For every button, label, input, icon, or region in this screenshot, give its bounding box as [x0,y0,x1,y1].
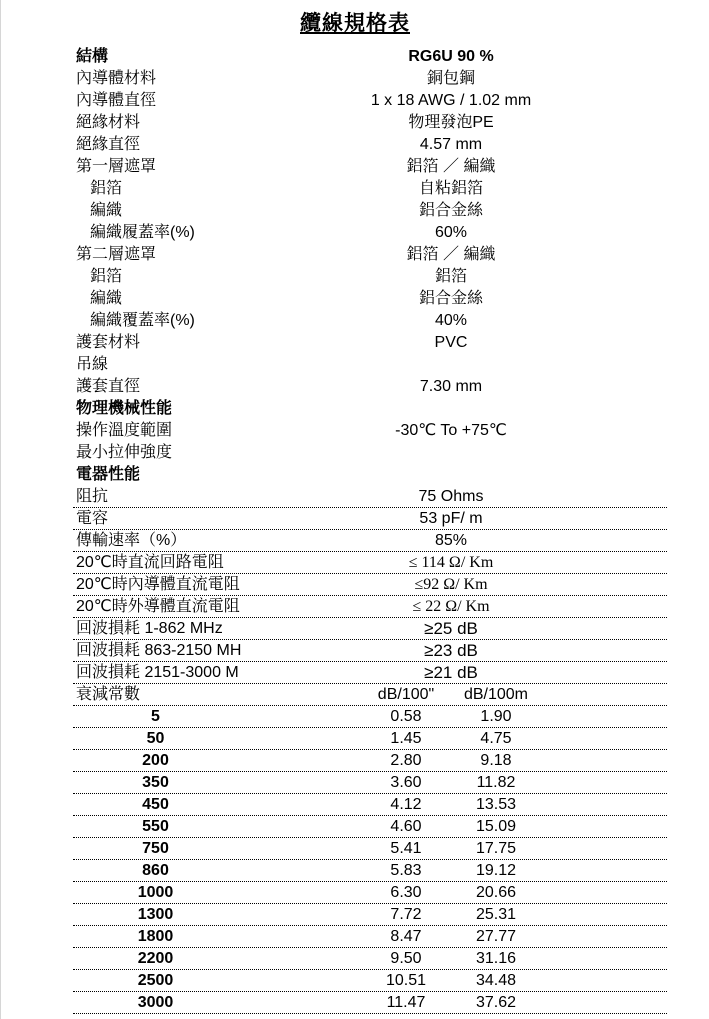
db-100m-cell: 34.48 [475,972,517,989]
spec-value: 鋁合金絲 [418,202,483,219]
spec-value: 4.57 mm [419,136,483,153]
spec-row [73,46,667,68]
spec-label: 回波損耗 863-2150 MH [76,642,242,659]
spec-value: 銅包鋼 [426,70,475,87]
spec-row [73,398,667,420]
spec-value: 鋁箔 ／ 編織 [406,158,496,175]
spec-row [73,420,667,442]
spec-row [73,618,667,640]
db-100ft-cell: 10.51 [385,972,427,989]
db-100ft-cell: 5.83 [390,862,422,879]
spec-value: RG6U 90 % [408,48,494,65]
spec-value: 85% [434,532,468,549]
spec-value: 自粘鋁箔 [418,180,483,197]
db-100m-cell: 1.90 [480,708,512,725]
spec-row [73,134,667,156]
spec-value: -30℃ To +75℃ [395,422,507,439]
spec-label: 鋁箔 [90,180,123,197]
attenuation-row [73,706,667,728]
spec-label: 回波損耗 1-862 MHz [76,620,223,637]
frequency-cell: 50 [146,730,165,747]
attenuation-row [73,882,667,904]
spec-label: 絕緣材料 [76,114,141,131]
spec-label: 編織覆蓋率(%) [90,312,195,329]
spec-row [73,508,667,530]
spec-value: 1 x 18 AWG / 1.02 mm [370,92,532,109]
frequency-cell: 1800 [137,928,174,945]
attenuation-row [73,904,667,926]
db-100ft-cell: 8.47 [390,928,422,945]
spec-row [73,90,667,112]
spec-row [73,662,667,684]
spec-row [73,178,667,200]
spec-label: 編織履蓋率(%) [90,224,195,241]
frequency-cell: 3000 [137,994,174,1011]
db-100ft-cell: 3.60 [390,774,422,791]
db-100ft-cell: 4.60 [390,818,422,835]
db-100ft-cell: 9.50 [390,950,422,967]
spec-value: 鋁箔 ／ 編織 [406,246,496,263]
attenuation-col1-header: dB/100" [377,686,435,703]
spec-value: ≤92 Ω/ Km [414,576,488,593]
db-100ft-cell: 0.58 [390,708,422,725]
spec-label: 最小拉伸強度 [76,444,173,461]
spec-value: 75 Ohms [418,488,484,505]
attenuation-row [73,728,667,750]
spec-label: 第二層遮罩 [76,246,157,263]
frequency-cell: 750 [142,840,169,857]
db-100m-cell: 4.75 [480,730,512,747]
spec-value: ≥21 dB [424,663,478,682]
spec-label: 操作溫度範圍 [76,422,173,439]
spec-label: 內導體直徑 [76,92,157,109]
spec-row [73,354,667,376]
frequency-cell: 550 [142,818,169,835]
spec-label: 結構 [76,48,109,65]
frequency-cell: 2500 [137,972,174,989]
spec-value: 40% [434,312,468,329]
db-100m-cell: 11.82 [476,774,516,791]
spec-value: 7.30 mm [419,378,483,395]
spec-value: ≥23 dB [424,641,478,660]
spec-row [73,266,667,288]
spec-row [73,596,667,618]
spec-label: 護套直徑 [76,378,141,395]
db-100m-cell: 31.16 [475,950,517,967]
spec-row [73,574,667,596]
spec-label: 電器性能 [76,466,141,483]
db-100ft-cell: 5.41 [390,840,422,857]
attenuation-row [73,816,667,838]
spec-row [73,310,667,332]
spec-row [73,376,667,398]
attenuation-row [73,970,667,992]
spec-label: 編織 [90,290,123,307]
attenuation-row [73,750,667,772]
spec-row [73,112,667,134]
attenuation-header-row [73,684,667,706]
attenuation-row-label: 衰減常數 [76,686,141,703]
spec-label: 第一層遮罩 [76,158,157,175]
spec-label: 物理機械性能 [76,400,173,417]
spec-label: 阻抗 [76,488,109,505]
spec-label: 20℃時內導體直流電阻 [76,576,240,593]
spec-label: 絕緣直徑 [76,136,141,153]
spec-label: 吊線 [76,356,109,373]
spec-label: 內導體材料 [76,70,157,87]
spec-row [73,244,667,266]
db-100ft-cell: 6.30 [390,884,422,901]
spec-value: 物理發泡PE [408,114,494,131]
spec-row [73,200,667,222]
frequency-cell: 350 [142,774,169,791]
spec-label: 20℃時直流回路電阻 [76,554,224,571]
spec-label: 電容 [76,510,109,527]
spec-row [73,464,667,486]
db-100m-cell: 20.66 [475,884,517,901]
attenuation-row [73,772,667,794]
spec-row [73,486,667,508]
attenuation-row [73,838,667,860]
spec-value: 鋁箔 [434,268,467,285]
spec-label: 20℃時外導體直流電阻 [76,598,240,615]
spec-value: 鋁合金絲 [418,290,483,307]
spec-value: ≥25 dB [424,619,478,638]
db-100m-cell: 25.31 [475,906,517,923]
spec-label: 編織 [90,202,123,219]
attenuation-row [73,794,667,816]
db-100m-cell: 13.53 [475,796,517,813]
db-100m-cell: 27.77 [475,928,517,945]
db-100m-cell: 19.12 [475,862,517,879]
spec-label: 回波損耗 2151-3000 M [76,664,239,681]
spec-row [73,442,667,464]
page-title: 纜線規格表 [300,12,410,35]
spec-row [73,156,667,178]
spec-row-list [1,46,709,684]
db-100m-cell: 15.09 [475,818,517,835]
attenuation-row [73,926,667,948]
frequency-cell: 1300 [137,906,174,923]
spec-row [73,68,667,90]
db-100ft-cell: 7.72 [390,906,422,923]
spec-row [73,222,667,244]
spec-value: ≤ 22 Ω/ Km [412,598,490,615]
spec-label: 護套材料 [76,334,141,351]
db-100ft-cell: 4.12 [390,796,422,813]
db-100ft-cell: 2.80 [390,752,422,769]
db-100m-cell: 9.18 [480,752,512,769]
spec-label: 傳輸速率（%） [76,532,187,549]
spec-row [73,332,667,354]
spec-row [73,552,667,574]
spec-row [73,288,667,310]
frequency-cell: 2200 [137,950,174,967]
spec-value: PVC [434,334,468,351]
frequency-cell: 200 [142,752,169,769]
spec-value: 53 pF/ m [419,510,483,527]
spec-label: 鋁箔 [90,268,123,285]
attenuation-row [73,992,667,1014]
attenuation-table [1,706,709,1014]
db-100m-cell: 37.62 [475,994,517,1011]
db-100m-cell: 17.75 [475,840,517,857]
frequency-cell: 5 [151,708,160,725]
attenuation-col2-header: dB/100m [463,686,529,703]
spec-value: ≤ 114 Ω/ Km [408,554,494,571]
db-100ft-cell: 11.47 [386,994,426,1011]
spec-value: 60% [434,224,468,241]
spec-row [73,530,667,552]
frequency-cell: 860 [142,862,169,879]
frequency-cell: 450 [142,796,169,813]
attenuation-row [73,860,667,882]
frequency-cell: 1000 [137,884,174,901]
spec-row [73,640,667,662]
db-100ft-cell: 1.45 [390,730,422,747]
attenuation-row [73,948,667,970]
